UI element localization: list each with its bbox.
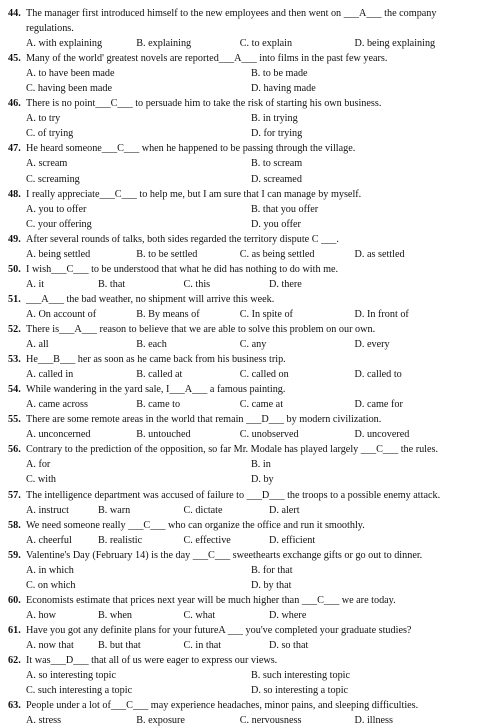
answer-option: C. what — [183, 609, 216, 621]
answer-option: C. unobserved — [239, 429, 299, 441]
question-stem — [8, 232, 476, 247]
question-number: 56. — [8, 444, 21, 456]
answer-option: D. being explaining — [354, 38, 436, 50]
question-number: 51. — [8, 293, 21, 305]
question-stem — [8, 412, 476, 427]
options-row — [8, 563, 476, 578]
answer-option: C. any — [239, 339, 267, 351]
answer-option: B. explaining — [136, 38, 192, 50]
answer-option: B. for that — [251, 564, 293, 576]
question-number: 52. — [8, 323, 21, 335]
answer-option: C. to explain — [239, 38, 293, 50]
answer-option: A. so interesting topic — [26, 670, 116, 682]
answer-option: D. there — [269, 278, 302, 290]
answer-option: C. effective — [183, 534, 231, 546]
question-text: The intelligence department was accused of failure to ___D___ the troops to a possible enemy attack. — [26, 489, 441, 501]
answer-option: B. that — [98, 278, 126, 290]
question-text-continued: regulations. — [26, 23, 74, 35]
options-row — [8, 638, 476, 653]
answer-option: A. being settled — [26, 248, 91, 260]
question-stem — [8, 322, 476, 337]
question-stem — [8, 382, 476, 397]
answer-option: D. uncovered — [354, 429, 410, 441]
options-row — [8, 668, 476, 683]
question-stem — [8, 187, 476, 202]
question-item — [8, 322, 476, 352]
options-row — [8, 578, 476, 593]
options-row — [8, 367, 476, 382]
answer-option: D. for trying — [251, 128, 303, 140]
question-number: 61. — [8, 624, 21, 636]
question-text: People under a lot of___C___ may experience headaches, minor pains, and sleeping difficulties. — [26, 700, 419, 712]
options-row — [8, 66, 476, 81]
answer-option: C. called on — [239, 369, 289, 381]
answer-option: C. this — [183, 278, 211, 290]
question-text: I really appreciate___C___ to help me, but I am sure that I can manage by myself. — [26, 188, 362, 200]
answer-option: B. in trying — [251, 113, 298, 125]
answer-option: C. such interesting a topic — [26, 685, 133, 697]
question-number: 63. — [8, 700, 21, 712]
question-text: We need someone really ___C___ who can organize the office and run it smoothly. — [26, 519, 365, 531]
answer-option: C. your offering — [26, 218, 92, 230]
answer-option: A. unconcerned — [26, 429, 91, 441]
question-number: 60. — [8, 594, 21, 606]
answer-option: D. called to — [354, 369, 402, 381]
options-row — [8, 307, 476, 322]
answer-option: C. in that — [183, 639, 222, 651]
options-row — [8, 36, 476, 51]
question-stem — [8, 96, 476, 111]
answer-option: B. realistic — [98, 534, 143, 546]
answer-option: A. scream — [26, 158, 68, 170]
answer-option: A. On account of — [26, 308, 97, 320]
options-row — [8, 427, 476, 442]
question-item — [8, 488, 476, 518]
question-number: 45. — [8, 53, 21, 65]
options-row — [8, 397, 476, 412]
question-stem — [8, 653, 476, 668]
answer-option: A. now that — [26, 639, 74, 651]
question-item — [8, 623, 476, 653]
options-row — [8, 156, 476, 171]
question-stem — [8, 6, 476, 21]
question-stem — [8, 51, 476, 66]
question-text: There is___A___ reason to believe that we are able to solve this problem on our own. — [26, 323, 376, 335]
question-item — [8, 141, 476, 186]
question-stem — [8, 442, 476, 457]
answer-option: B. such interesting topic — [251, 670, 351, 682]
question-text: Have you got any definite plans for your futureA ___ you've completed your graduate studies? — [26, 624, 412, 636]
question-number: 59. — [8, 549, 21, 561]
question-item — [8, 653, 476, 698]
answer-option: C. with — [26, 474, 57, 486]
answer-option: A. you to offer — [26, 203, 87, 215]
question-number: 50. — [8, 263, 21, 275]
answer-option: A. for — [26, 459, 51, 471]
answer-option: B. warn — [98, 504, 131, 516]
answer-option: D. so interesting a topic — [251, 685, 349, 697]
answer-option: C. nervousness — [239, 715, 302, 727]
question-number: 55. — [8, 414, 21, 426]
answer-option: B. called at — [136, 369, 183, 381]
question-item — [8, 6, 476, 51]
answer-option: D. came for — [354, 399, 403, 411]
answer-option: C. as being settled — [239, 248, 315, 260]
question-item — [8, 518, 476, 548]
question-number: 44. — [8, 8, 21, 19]
answer-option: A. all — [26, 339, 49, 351]
question-item — [8, 593, 476, 623]
answer-option: D. illness — [354, 715, 393, 727]
answer-option: A. stress — [26, 715, 62, 727]
question-number: 53. — [8, 354, 21, 366]
answer-option: B. exposure — [136, 715, 185, 727]
question-item — [8, 51, 476, 96]
answer-option: C. on which — [26, 579, 76, 591]
question-text: Contrary to the prediction of the opposition, so far Mr. Modale has played largely ___C___ the rules. — [26, 444, 439, 456]
answer-option: D. having made — [251, 83, 316, 95]
options-row — [8, 277, 476, 292]
question-item — [8, 548, 476, 593]
options-row — [8, 172, 476, 187]
answer-option: D. where — [269, 609, 307, 621]
answer-option: B. each — [136, 339, 167, 351]
answer-option: C. screaming — [26, 173, 80, 185]
answer-option: D. as settled — [354, 248, 405, 260]
question-stem — [8, 593, 476, 608]
question-text: I wish___C___ to be understood that what he did has nothing to do with me. — [26, 263, 339, 275]
options-row — [8, 337, 476, 352]
options-row — [8, 533, 476, 548]
question-item — [8, 382, 476, 412]
question-item — [8, 262, 476, 292]
answer-option: B. that you offer — [251, 203, 319, 215]
question-text: He___B___ her as soon as he came back from his business trip. — [26, 354, 286, 366]
question-text: Many of the world' greatest novels are reported___A___ into films in the past few years. — [26, 53, 388, 65]
question-stem — [8, 352, 476, 367]
answer-option: D. alert — [269, 504, 300, 516]
answer-option: B. in — [251, 459, 271, 471]
options-row — [8, 713, 476, 728]
question-number: 46. — [8, 98, 21, 110]
answer-option: B. to be settled — [136, 248, 198, 260]
answer-option: C. In spite of — [239, 308, 293, 320]
options-row — [8, 608, 476, 623]
question-text: After several rounds of talks, both sides regarded the territory dispute C ___. — [26, 233, 339, 245]
question-number: 48. — [8, 188, 21, 200]
question-number: 62. — [8, 655, 21, 667]
question-item — [8, 442, 476, 487]
options-row — [8, 472, 476, 487]
answer-option: D. so that — [269, 639, 309, 651]
options-row — [8, 81, 476, 96]
answer-option: A. came across — [26, 399, 88, 411]
answer-option: D. efficient — [269, 534, 316, 546]
options-row — [8, 202, 476, 217]
answer-option: B. to scream — [251, 158, 303, 170]
question-number: 54. — [8, 384, 21, 396]
options-row — [8, 247, 476, 262]
answer-option: D. by — [251, 474, 274, 486]
question-stem — [8, 262, 476, 277]
question-number: 58. — [8, 519, 21, 531]
answer-option: B. to be made — [251, 68, 308, 80]
answer-option: B. By means of — [136, 308, 200, 320]
answer-option: A. instruct — [26, 504, 70, 516]
options-row — [8, 111, 476, 126]
options-row — [8, 503, 476, 518]
question-stem — [8, 141, 476, 156]
options-row — [8, 457, 476, 472]
answer-option: B. came to — [136, 399, 181, 411]
answer-option: B. when — [98, 609, 132, 621]
answer-option: D. you offer — [251, 218, 301, 230]
question-stem — [8, 548, 476, 563]
question-stem — [8, 623, 476, 638]
question-number: 47. — [8, 143, 21, 155]
question-text: He heard someone___C___ when he happened to be passing through the village. — [26, 143, 356, 155]
answer-option: A. it — [26, 278, 45, 290]
answer-option: D. In front of — [354, 308, 409, 320]
question-stem — [8, 488, 476, 503]
answer-option: C. dictate — [183, 504, 223, 516]
answer-option: A. called in — [26, 369, 74, 381]
question-stem — [8, 518, 476, 533]
question-text: Valentine's Day (February 14) is the day ___C___ sweethearts exchange gifts or go out to dinner. — [26, 549, 423, 561]
question-number: 49. — [8, 233, 21, 245]
question-item — [8, 96, 476, 141]
question-text: While wandering in the yard sale, I___A___ a famous painting. — [26, 384, 286, 396]
answer-option: A. to have been made — [26, 68, 115, 80]
question-text: The manager first introduced himself to the new employees and then went on ___A___ the company — [26, 8, 437, 19]
options-row — [8, 126, 476, 141]
answer-option: B. untouched — [136, 429, 191, 441]
question-item — [8, 232, 476, 262]
answer-option: C. came at — [239, 399, 284, 411]
answer-option: C. of trying — [26, 128, 74, 140]
answer-option: D. every — [354, 339, 390, 351]
answer-option: D. by that — [251, 579, 292, 591]
question-item — [8, 352, 476, 382]
question-text: There are some remote areas in the world that remain ___D___ by modern civilization. — [26, 414, 382, 426]
question-text: It was___D___ that all of us were eager to express our views. — [26, 655, 278, 667]
question-text: There is no point___C___ to persuade him to take the risk of starting his own business. — [26, 98, 382, 110]
question-item — [8, 292, 476, 322]
options-row — [8, 683, 476, 698]
answer-option: A. how — [26, 609, 56, 621]
options-row — [8, 217, 476, 232]
question-stem — [8, 292, 476, 307]
question-item — [8, 412, 476, 442]
answer-option: B. but that — [98, 639, 141, 651]
answer-option: A. to try — [26, 113, 61, 125]
question-item — [8, 187, 476, 232]
answer-option: D. screamed — [251, 173, 302, 185]
answer-option: A. with explaining — [26, 38, 103, 50]
question-text: ___A___ the bad weather, no shipment will arrive this week. — [26, 293, 275, 305]
question-number: 57. — [8, 489, 21, 501]
question-text: Economists estimate that prices next year will be much higher than ___C___ we are today. — [26, 594, 396, 606]
question-stem — [8, 698, 476, 713]
answer-option: C. having been made — [26, 83, 113, 95]
answer-option: A. in which — [26, 564, 74, 576]
answer-option: A. cheerful — [26, 534, 72, 546]
